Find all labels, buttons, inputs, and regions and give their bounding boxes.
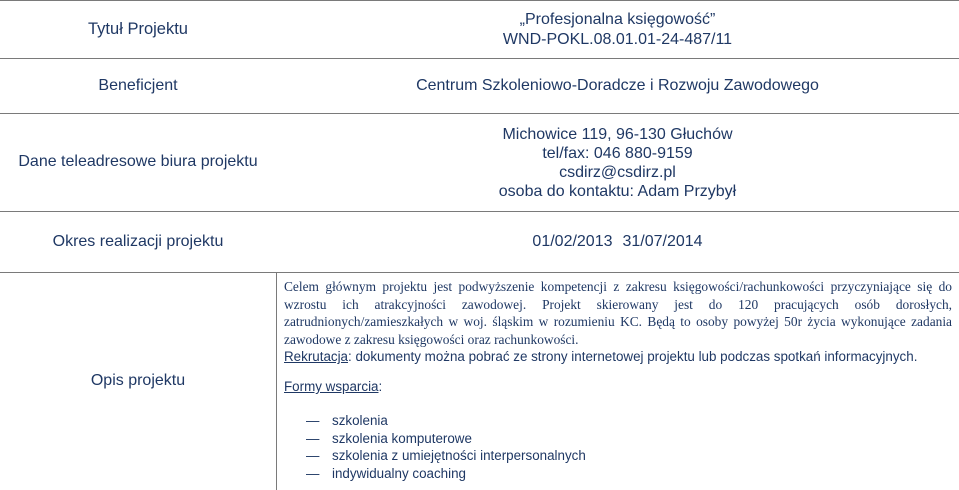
- recruitment-text: : dokumenty można pobrać ze strony internetowej projektu lub podczas spotkań informacyjnych.: [348, 349, 918, 365]
- project-title-code: WND-POKL.08.01.01-24-487/11: [502, 31, 733, 48]
- support-forms-label: Formy wsparcia: [284, 379, 379, 394]
- list-item: — szkolenia komputerowe: [306, 430, 472, 446]
- dash-bullet: —: [306, 413, 320, 428]
- project-title-name: „Profesjonalna księgowość”: [519, 11, 716, 28]
- contact-email: csdirz@csdirz.pl: [559, 164, 676, 181]
- beneficiary-value: Centrum Szkoleniowo-Doradcze i Rozwoju Zawodowego: [416, 76, 819, 94]
- dash-bullet: —: [306, 466, 320, 482]
- period-value: [276, 211, 959, 272]
- period-end: 31/07/2014: [622, 232, 703, 250]
- description-paragraph: Celem głównym projektu jest podwyższenie kompetencji z zakresu księgowości/rachunkowości przyczyniające się do wzrostu ich atrakcyjności zawodowej. Projekt skierowany jest do 120 pracujących osób dorosłych, zatrudnionych/zamieszkałych w woj. śląskim w rozumieniu KC. Będą to osoby powyżej 50r życia wykonujące zadania zawodowe z zakresu księgowości oraz rachunkowości.: [284, 279, 952, 347]
- support-forms-heading: [284, 379, 382, 394]
- column-divider: [276, 272, 277, 490]
- beneficiary-label: Beneficjent: [98, 76, 178, 94]
- description-label: Opis projektu: [90, 372, 186, 389]
- contact-person: osoba do kontaktu: Adam Przybył: [498, 183, 737, 200]
- support-forms-colon: :: [378, 379, 383, 394]
- list-item: — indywidualny coaching: [306, 466, 466, 482]
- contact-value: [276, 121, 959, 205]
- recruitment-line: [284, 348, 952, 366]
- contact-phone: tel/fax: 046 880-9159: [542, 145, 693, 162]
- project-title-value: [276, 4, 959, 56]
- title-label: Tytuł Projektu: [88, 20, 188, 38]
- contact-label: Dane teleadresowe biura projektu: [18, 153, 258, 170]
- period-start: 01/02/2013: [532, 232, 613, 250]
- support-forms-list: [306, 412, 586, 483]
- dash-bullet: —: [306, 430, 320, 446]
- list-item: — szkolenia: [306, 413, 388, 428]
- period-label: Okres realizacji projektu: [52, 232, 224, 250]
- recruitment-label: Rekrutacja: [284, 349, 349, 365]
- dash-bullet: —: [306, 448, 320, 464]
- list-item: — szkolenia z umiejętności interpersonalnych: [306, 448, 586, 464]
- contact-address: Michowice 119, 96-130 Głuchów: [502, 126, 733, 143]
- description-text: [284, 278, 952, 366]
